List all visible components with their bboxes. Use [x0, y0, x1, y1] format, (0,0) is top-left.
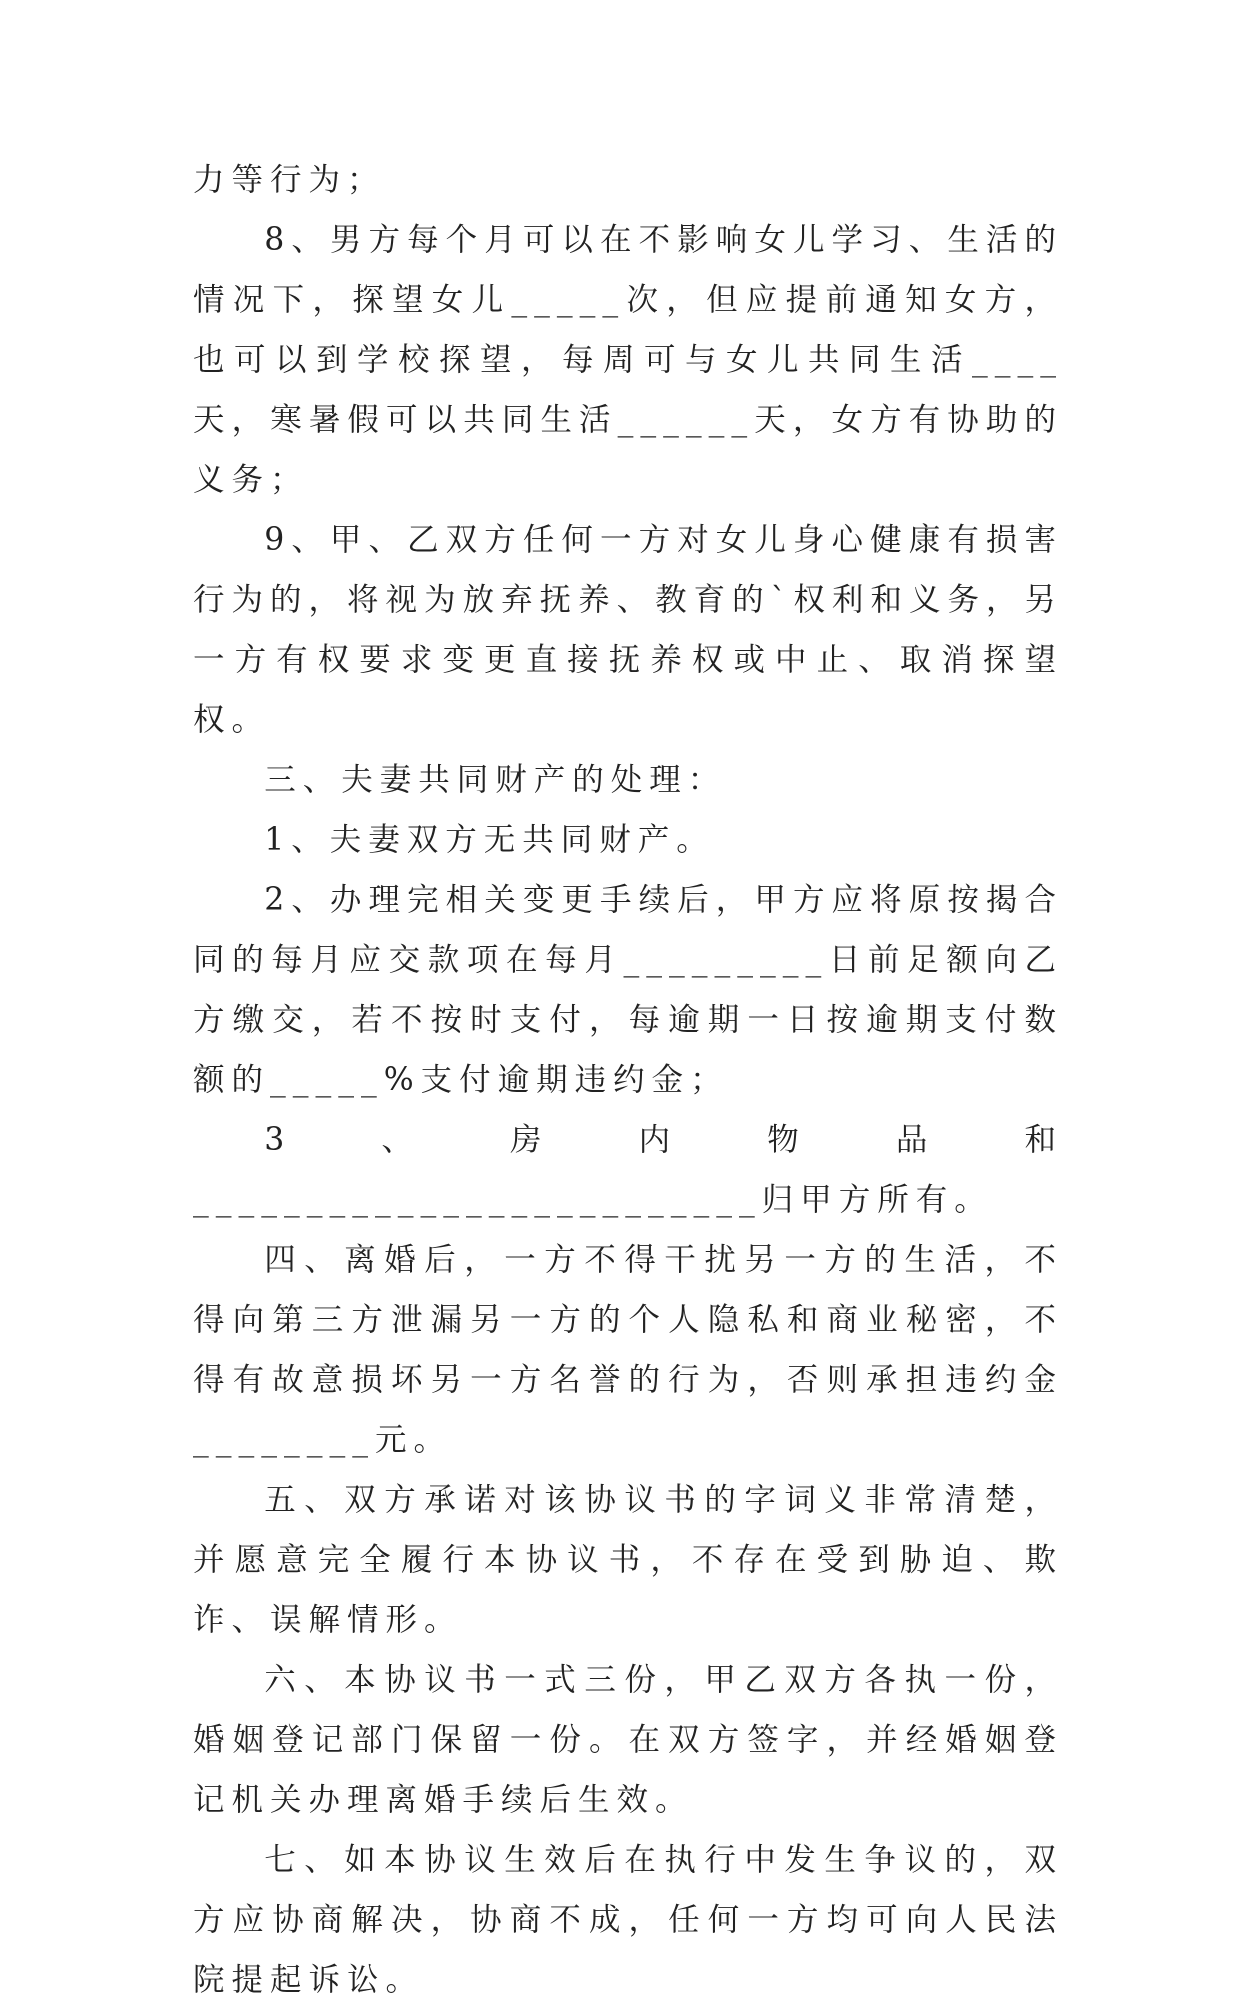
section-heading-joint-property: 三、夫妻共同财产的处理：: [264, 762, 727, 798]
paragraph-section-7: 七、如本协议生效后在执行中发生争议的，双方应协商解决，协商不成，任何一方均可向人民法院提起诉讼。: [193, 1842, 1063, 1998]
paragraph-section-4: 四、离婚后，一方不得干扰另一方的生活，不得向第三方泄漏另一方的个人隐私和商业秘密，不得有故意损坏另一方名誉的行为，否则承担违约金________元。: [193, 1242, 1063, 1458]
paragraph-continuation: 力等行为；: [193, 162, 386, 198]
paragraph-section-6: 六、本协议书一式三份，甲乙双方各执一份，婚姻登记部门保留一份。在双方签字，并经婚姻登记机关办理离婚手续后生效。: [193, 1662, 1063, 1818]
paragraph-property-2: 2、办理完相关变更手续后，甲方应将原按揭合同的每月应交款项在每月_________日前足额向乙方缴交，若不按时支付，每逾期一日按逾期支付数额的_____%支付逾期违约金；: [193, 882, 1063, 1098]
paragraph-section-5: 五、双方承诺对该协议书的字词义非常清楚，并愿意完全履行本协议书，不存在受到胁迫、欺诈、误解情形。: [193, 1482, 1063, 1638]
paragraph-property-1: 1、夫妻双方无共同财产。: [264, 822, 715, 858]
paragraph-clause-8: 8、男方每个月可以在不影响女儿学习、生活的情况下，探望女儿_____次，但应提前通知女方，也可以到学校探望，每周可与女儿共同生活____天，寒暑假可以共同生活______天，女方有协助的义务；: [193, 222, 1063, 498]
document-body: [193, 150, 1063, 2010]
paragraph-clause-9: 9、甲、乙双方任何一方对女儿身心健康有损害行为的，将视为放弃抚养、教育的`权利和义务，另一方有权要求变更直接抚养权或中止、取消探望权。: [193, 522, 1063, 738]
paragraph-property-3: 3、房内物品和_________________________归甲方所有。: [193, 1122, 1063, 1218]
